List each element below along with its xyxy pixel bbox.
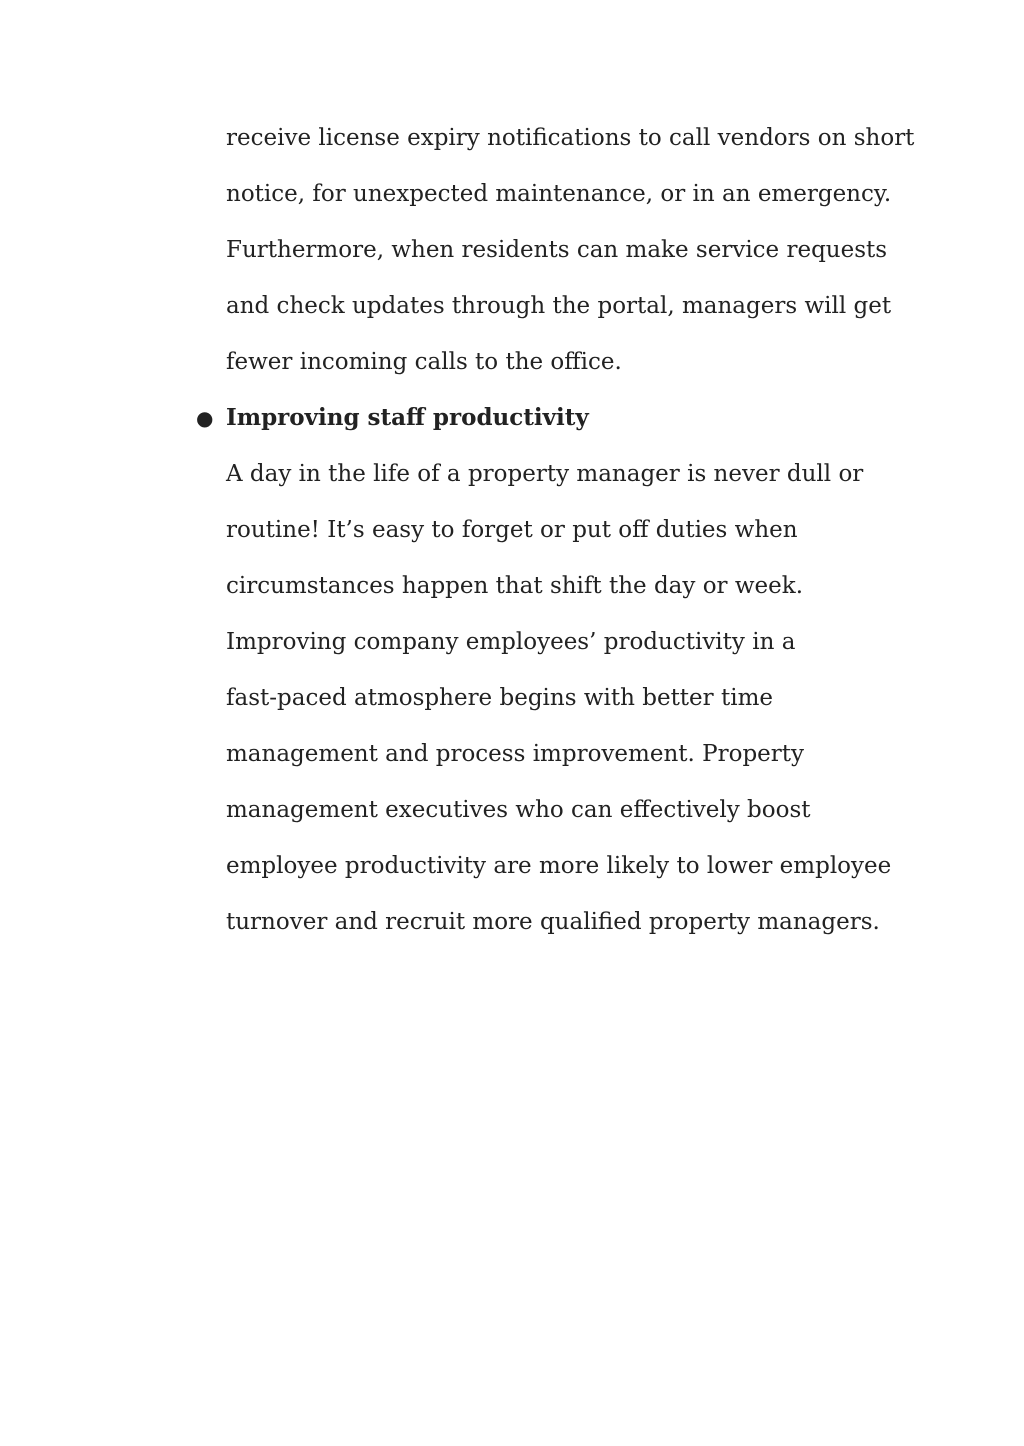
bullet-heading-item — [196, 390, 906, 446]
intro-line: notice, for unexpected maintenance, or in an emergency. — [226, 181, 892, 207]
body-line: circumstances happen that shift the day or week. — [226, 573, 804, 599]
document-body — [196, 110, 915, 950]
body-line: turnover and recruit more qualified property managers. — [226, 909, 880, 935]
intro-line: Furthermore, when residents can make service requests — [226, 237, 888, 263]
intro-line: fewer incoming calls to the office. — [226, 349, 622, 375]
body-line: fast-paced atmosphere begins with better time — [226, 685, 773, 711]
body-line: A day in the life of a property manager is never dull or — [226, 461, 864, 487]
body-line: management executives who can effectively boost — [226, 797, 811, 823]
section-heading: Improving staff productivity — [226, 404, 589, 431]
body-line: management and process improvement. Property — [226, 741, 805, 767]
body-line: routine! It’s easy to forget or put off duties when — [226, 517, 798, 543]
body-line: employee productivity are more likely to lower employee — [226, 853, 892, 879]
body-line: Improving company employees’ productivity in a — [226, 629, 796, 655]
intro-line: receive license expiry notifications to call vendors on short — [226, 125, 915, 151]
bullet-icon: ● — [196, 406, 214, 430]
intro-line: and check updates through the portal, managers will get — [226, 293, 892, 319]
